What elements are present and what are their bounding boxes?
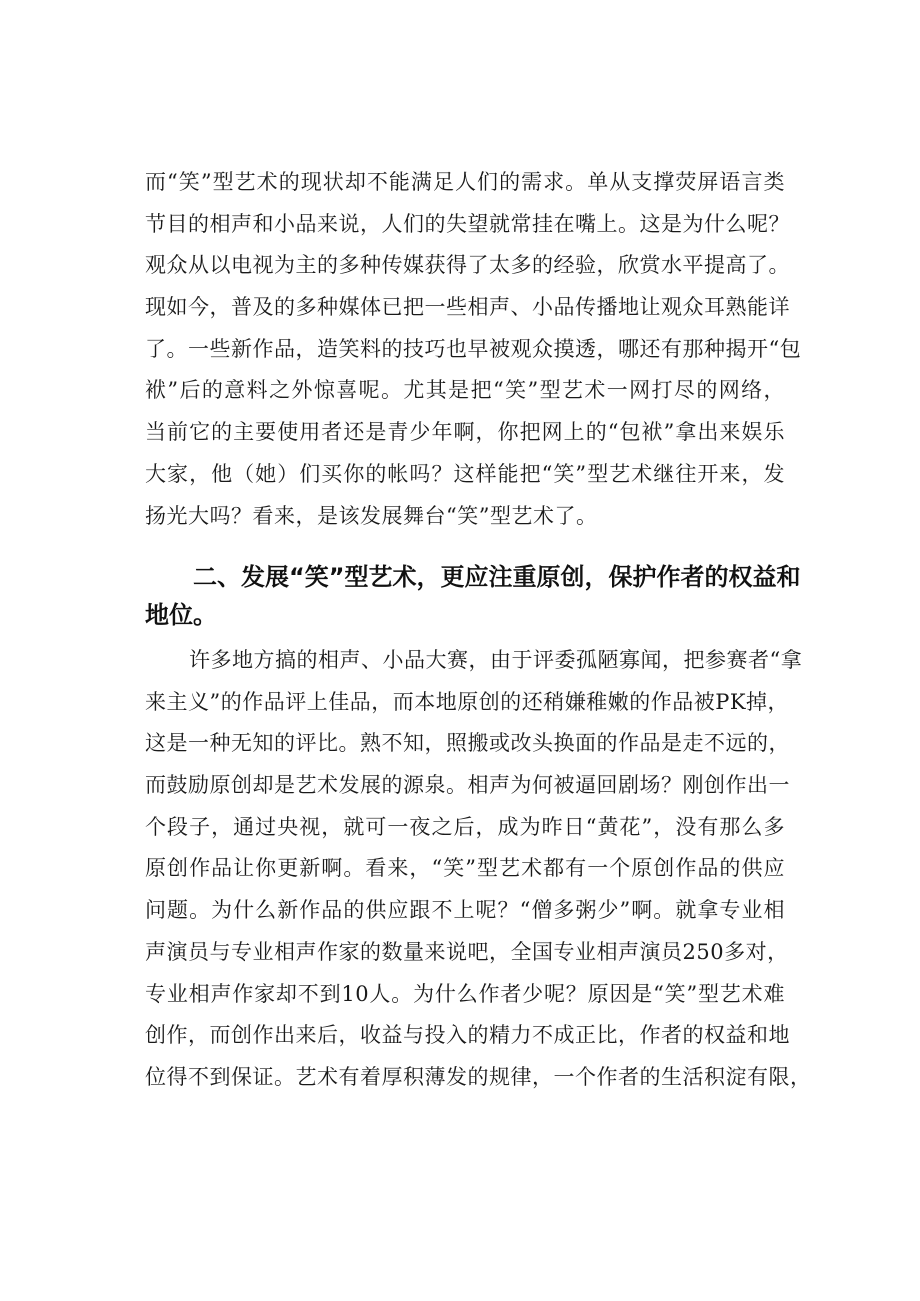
paragraph-line: 许多地方搞的相声、小品大赛，由于评委孤陋寡闻，把参赛者“拿 xyxy=(189,648,803,672)
paragraph-line: 专业相声作家却不到10人。为什么作者少呢？原因是“笑”型艺术难 xyxy=(145,981,785,1006)
paragraph-line: 问题。为什么新作品的供应跟不上呢？“僧多粥少”啊。就拿专业相 xyxy=(145,898,785,923)
heading-line: 地位。 xyxy=(145,601,217,629)
paragraph-line: 声演员与专业相声作家的数量来说吧，全国专业相声演员250多对， xyxy=(145,939,789,964)
paragraph-2 xyxy=(145,640,812,1099)
paragraph-line: 节目的相声和小品来说，人们的失望就常挂在嘴上。这是为什么呢？ xyxy=(145,211,790,236)
paragraph-line: 这是一种无知的评比。熟不知，照搬或改头换面的作品是走不远的， xyxy=(145,731,790,756)
section-heading xyxy=(145,558,801,634)
paragraph-line: 原创作品让你更新啊。看来，“笑”型艺术都有一个原创作品的供应 xyxy=(145,856,785,881)
paragraph-line: 而“笑”型艺术的现状却不能满足人们的需求。单从支撑荧屏语言类 xyxy=(145,170,785,194)
paragraph-line: 袱”后的意料之外惊喜呢。尤其是把“笑”型艺术一网打尽的网络， xyxy=(145,378,785,403)
paragraph-line: 大家，他（她）们买你的帐吗？这样能把“笑”型艺术继往开来，发 xyxy=(145,461,785,486)
paragraph-line: 位得不到保证。艺术有着厚积薄发的规律，一个作者的生活积淀有限， xyxy=(145,1064,812,1089)
paragraph-line: 当前它的主要使用者还是青少年啊，你把网上的“包袱”拿出来娱乐 xyxy=(145,420,785,445)
paragraph-1 xyxy=(145,162,802,537)
paragraph-line: 扬光大吗？看来，是该发展舞台“笑”型艺术了。 xyxy=(145,503,598,528)
paragraph-line: 观众从以电视为主的多种传媒获得了太多的经验，欣赏水平提高了。 xyxy=(145,253,790,278)
paragraph-line: 创作，而创作出来后，收益与投入的精力不成正比，作者的权益和地 xyxy=(145,1023,790,1048)
paragraph-line: 而鼓励原创却是艺术发展的源泉。相声为何被逼回剧场？刚创作出一 xyxy=(145,773,790,798)
paragraph-line: 来主义”的作品评上佳品，而本地原创的还稍嫌稚嫩的作品被PK掉， xyxy=(145,689,790,714)
heading-line: 二、发展“笑”型艺术，更应注重原创，保护作者的权益和 xyxy=(193,563,801,591)
paragraph-line: 个段子，通过央视，就可一夜之后，成为昨日“黄花”，没有那么多 xyxy=(145,814,785,839)
paragraph-line: 现如今，普及的多种媒体已把一些相声、小品传播地让观众耳熟能详 xyxy=(145,295,790,320)
paragraph-line: 了。一些新作品，造笑料的技巧也早被观众摸透，哪还有那种揭开“包 xyxy=(145,336,802,361)
